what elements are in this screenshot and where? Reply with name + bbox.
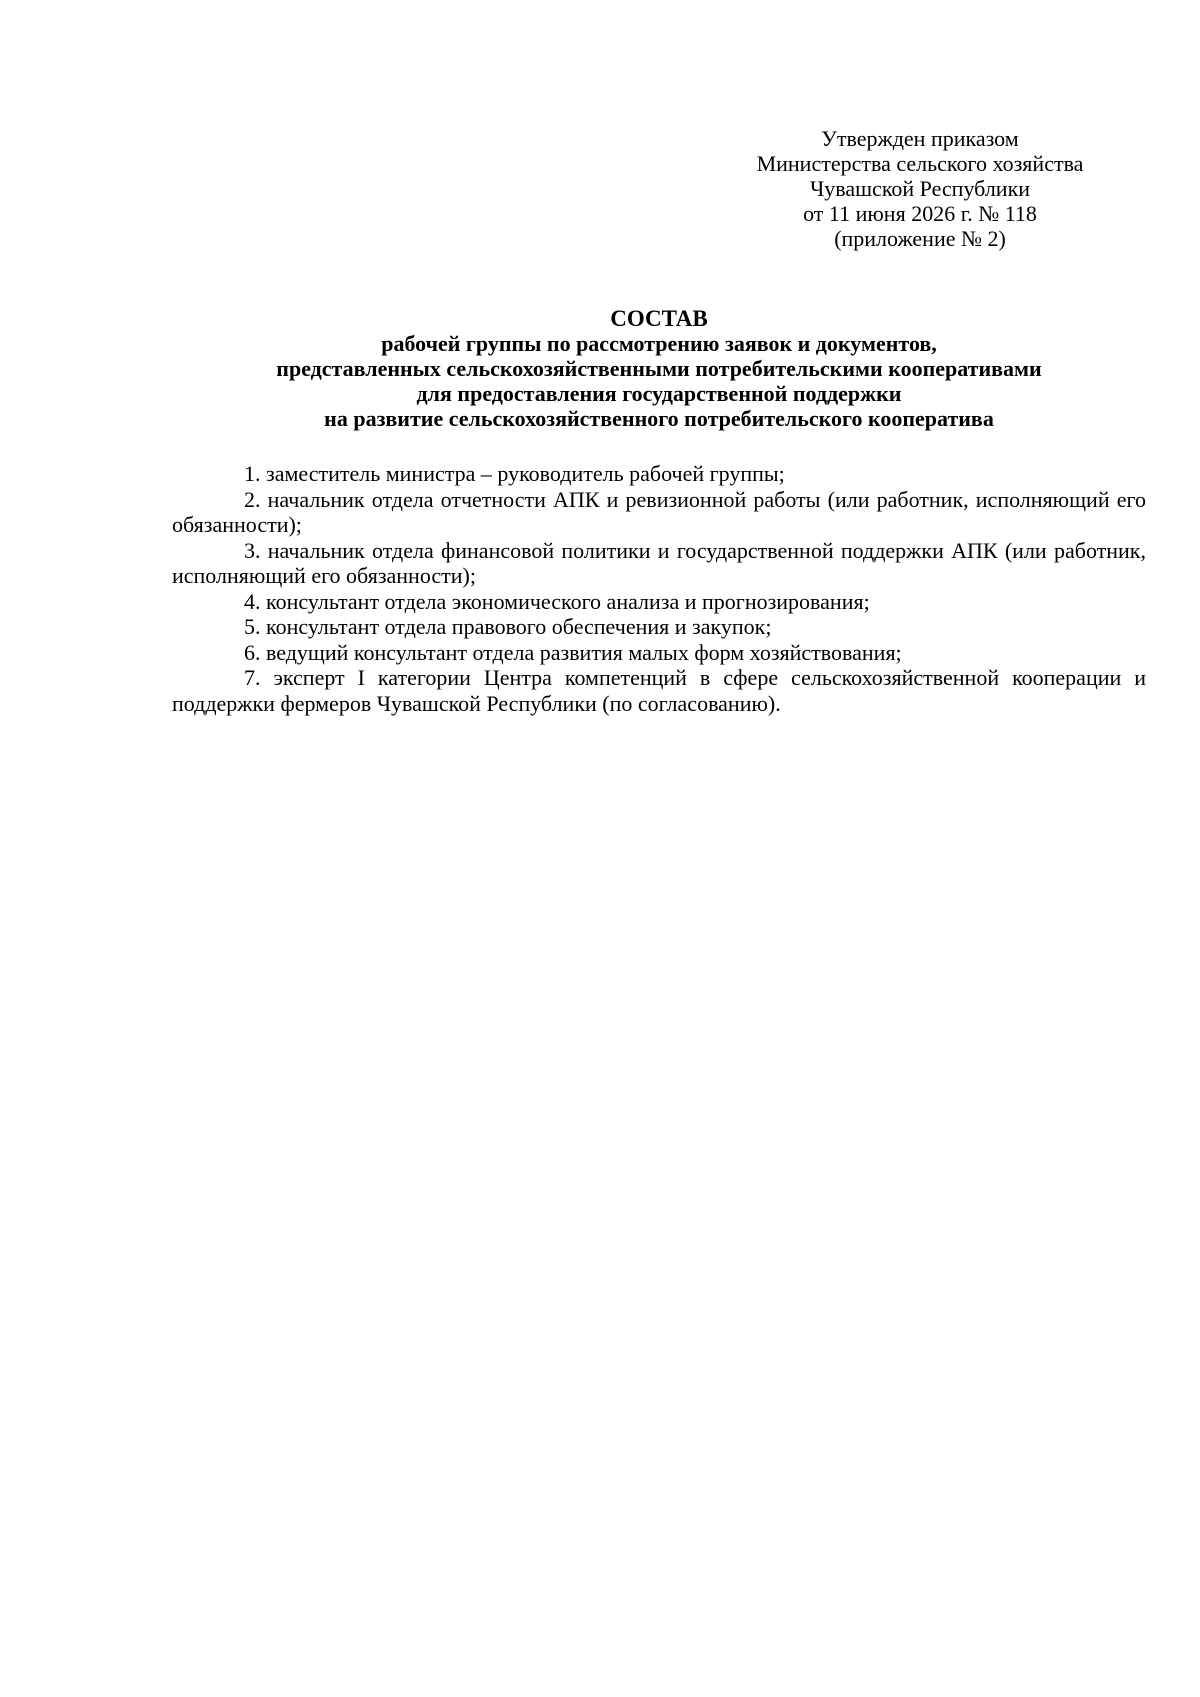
title-line: для предоставления государственной поддержки <box>416 381 902 406</box>
members-list <box>172 461 1146 716</box>
list-item: 6. ведущий консультант отдела развития малых форм хозяйствования; <box>244 639 902 665</box>
list-item: 3. начальник отдела финансовой политики и государственной поддержки АПК (или работник, исполняющий его обязанности); <box>172 537 1146 588</box>
approval-appendix: (приложение № 2) <box>834 226 1006 251</box>
document-title <box>172 306 1146 431</box>
list-item: 5. консультант отдела правового обеспечения и закупок; <box>244 614 772 639</box>
title-line: на развитие сельскохозяйственного потребительского кооператива <box>324 406 994 431</box>
title-line: представленных сельскохозяйственными потребительскими кооперативами <box>276 356 1042 381</box>
list-item: 4. консультант отдела экономического анализа и прогнозирования; <box>244 588 870 614</box>
approval-stamp <box>720 126 1120 251</box>
approval-line: Утвержден приказом <box>821 126 1019 151</box>
list-item: 2. начальник отдела отчетности АПК и ревизионной работы (или работник, исполняющий его обязанности); <box>172 486 1146 537</box>
approval-order-date: от 11 июня 2026 г. № 118 <box>803 201 1037 226</box>
title-heading: СОСТАВ <box>610 306 708 331</box>
approval-republic: Чувашской Республики <box>809 176 1031 201</box>
title-line: рабочей группы по рассмотрению заявок и документов, <box>381 331 937 356</box>
list-item: 1. заместитель министра – руководитель рабочей группы; <box>244 461 785 486</box>
list-item: 7. эксперт I категории Центра компетенций в сфере сельскохозяйственной кооперации и поддержки фермеров Чувашской Республики (по согласованию). <box>172 665 1146 716</box>
approval-ministry: Министерства сельского хозяйства <box>756 151 1084 176</box>
